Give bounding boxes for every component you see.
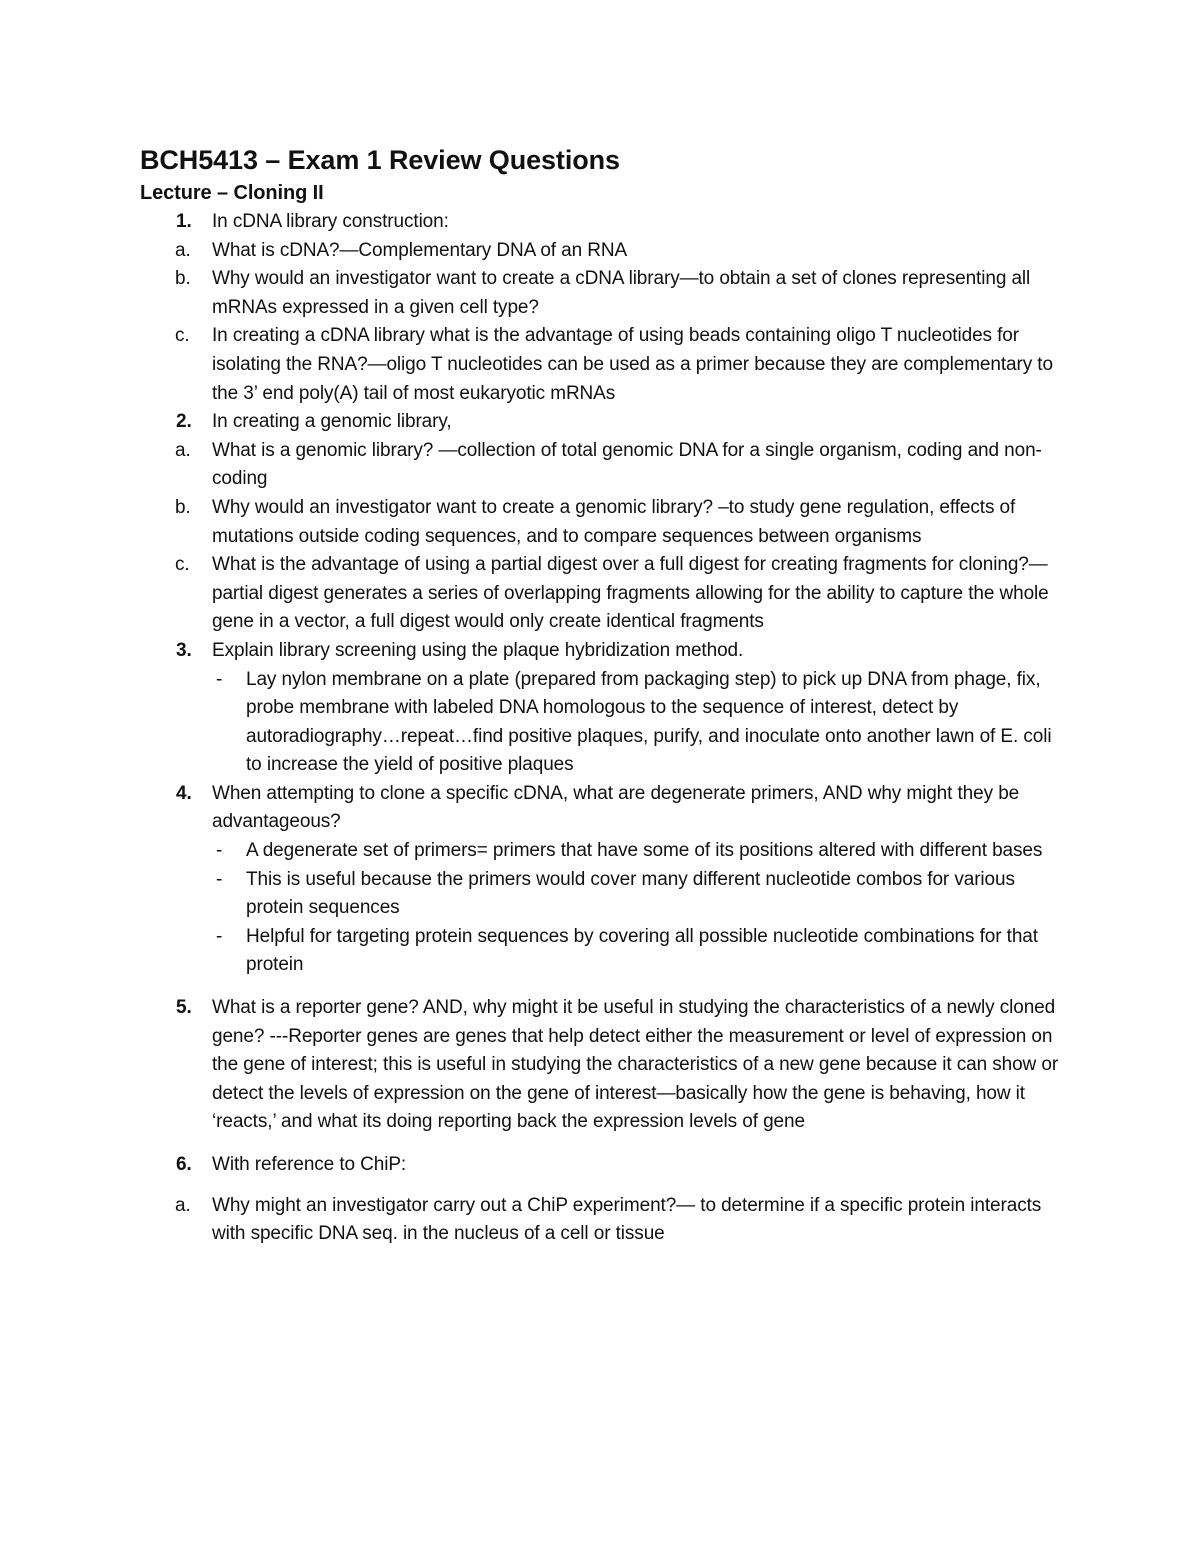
question-3-answers [140, 666, 1070, 780]
question-number: 2. [176, 411, 192, 433]
part-text: What is cDNA?—Complementary DNA of an RNA [212, 239, 628, 261]
question-2-part-b [140, 494, 1070, 551]
answer-bullet [212, 666, 1070, 780]
part-text: What is a genomic library? —collection of total genomic DNA for a single organism, coding and non-coding [212, 439, 1042, 490]
document-title: BCH5413 – Exam 1 Review Questions [140, 145, 620, 175]
part-text: In creating a cDNA library what is the advantage of using beads containing oligo T nucleotides for isolating the RNA?—oligo T nucleotides can be used as a primer because they are complementary to the 3’ end poly(A) tail of most eukaryotic mRNAs [212, 325, 1053, 404]
lecture-subtitle: Lecture – Cloning II [140, 182, 324, 204]
part-text: Why would an investigator want to create a genomic library? –to study gene regulation, effects of mutations outside coding sequences, and to compare sequences between organisms [212, 496, 1016, 547]
question-number: 1. [176, 211, 192, 232]
question-text: Explain library screening using the plaque hybridization method. [212, 639, 744, 661]
question-6-part-a [140, 1192, 1070, 1249]
part-text: Why would an investigator want to create a cDNA library—to obtain a set of clones representing all mRNAs expressed in a given cell type? [212, 268, 1031, 318]
part-text: Why might an investigator carry out a ChiP experiment?— to determine if a specific protein interacts with specific DNA seq. in the nucleus of a cell or tissue [212, 1194, 1042, 1245]
part-letter: a. [175, 239, 191, 261]
answer-text: Helpful for targeting protein sequences by covering all possible nucleotide combinations for that protein [246, 925, 1038, 976]
part-letter: c. [175, 325, 190, 347]
part-letter: a. [175, 1194, 191, 1216]
dash-mark: - [216, 868, 223, 890]
question-2-part-c [140, 551, 1070, 637]
document-body [140, 142, 1070, 1249]
question-4 [140, 780, 1070, 837]
question-number: 4. [176, 782, 192, 804]
answer-text: This is useful because the primers would cover many different nucleotide combos for various protein sequences [246, 868, 1015, 919]
part-letter: a. [175, 439, 191, 461]
answer-bullet [212, 837, 1070, 866]
question-text: With reference to ChiP: [212, 1154, 407, 1175]
dash-mark: - [216, 925, 223, 947]
question-1 [140, 208, 1070, 237]
question-1-part-c [140, 322, 1070, 408]
answer-bullet [212, 923, 1070, 980]
question-number: 5. [176, 997, 192, 1019]
question-number: 6. [176, 1154, 192, 1175]
question-1-part-a [140, 237, 1070, 266]
question-2 [140, 408, 1070, 437]
question-5 [140, 994, 1070, 1137]
part-letter: c. [175, 554, 190, 576]
dash-mark: - [216, 668, 223, 690]
question-1-part-b [140, 265, 1070, 322]
dash-mark: - [216, 840, 223, 862]
answer-bullet [212, 866, 1070, 923]
part-letter: b. [175, 268, 191, 290]
part-letter: b. [175, 496, 191, 518]
question-2-part-a [140, 437, 1070, 494]
answer-text: Lay nylon membrane on a plate (prepared from packaging step) to pick up DNA from phage, fix, probe membrane with labeled DNA homologous to the sequence of interest, detect by autoradiography…repeat…find positive plaques, purify, and inoculate onto another lawn of E. coli to increase the yield of positive plaques [246, 668, 1052, 776]
question-text: When attempting to clone a specific cDNA, what are degenerate primers, AND why might they be advantageous? [212, 782, 1020, 833]
part-text: What is the advantage of using a partial digest over a full digest for creating fragments for cloning?—partial digest generates a series of overlapping fragments allowing for the ability to capture the whole gene in a vector, a full digest would only create identical fragments [212, 554, 1049, 633]
question-4-answers [140, 837, 1070, 980]
question-text: What is a reporter gene? AND, why might it be useful in studying the characteristics of a newly cloned gene? ---Reporter genes are genes that help detect either the measurement or level of expression on the gene of interest; this is useful in studying the characteristics of a new gene because it can show or detect the levels of expression on the gene of interest—basically how the gene is behaving, how it ‘reacts,’ and what its doing reporting back the expression levels of gene [212, 997, 1059, 1133]
question-6 [140, 1151, 1070, 1180]
question-number: 3. [176, 639, 192, 661]
question-3 [140, 637, 1070, 666]
question-text: In cDNA library construction: [212, 211, 449, 232]
answer-text: A degenerate set of primers= primers that have some of its positions altered with different bases [246, 840, 1043, 862]
question-text: In creating a genomic library, [212, 411, 452, 433]
